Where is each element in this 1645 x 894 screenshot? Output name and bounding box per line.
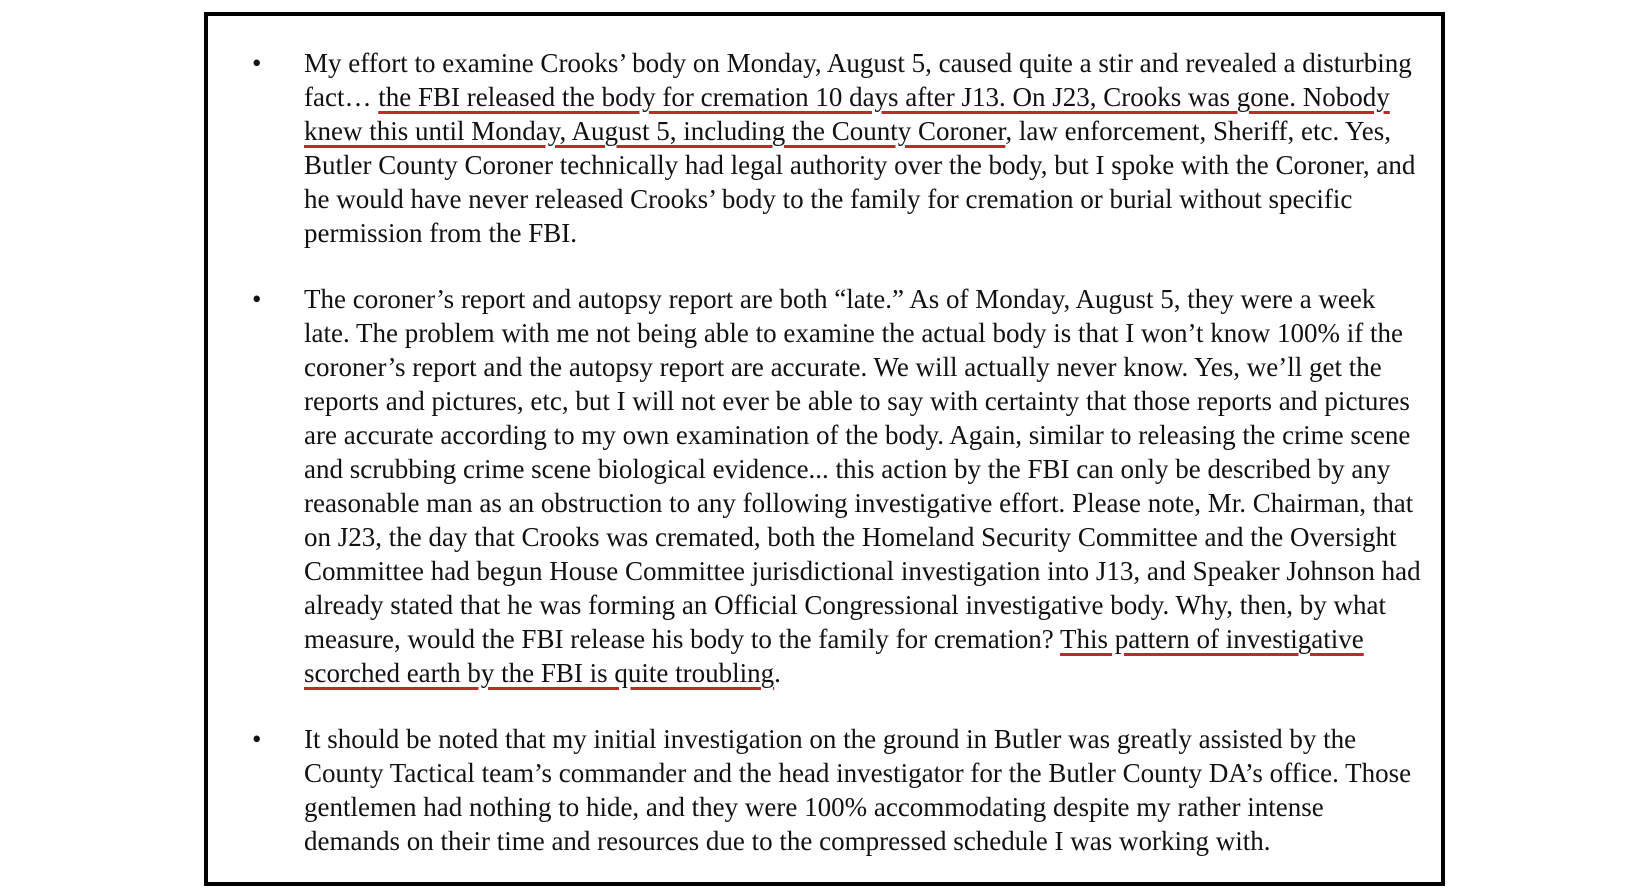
paragraph-text: The coroner’s report and autopsy report are both “late.” As of Monday, August 5, they were a week late. The problem with me not being able to examine the actual body is that I won’t know 100% if the coroner’s report and the autopsy report are accurate. We will actually never know. Yes, we’ll get the reports and pictures, etc, but I will not ever be able to say with certainty that those reports and pictures are accurate according to my own examination of the body. Again, similar to releasing the crime scene and scrubbing crime scene biological evidence... this action by the FBI can only be described by any reasonable man as an obstruction to any following investigative effort. Please note, Mr. Chairman, that on J23, the day that Crooks was cremated, both the Homeland Security Committee and the Oversight Committee had begun House Committee jurisdictional investigation into J13, and Speaker Johnson had already stated that he was forming an Official Congressional investigative body. Why, then, by what measure, would the FBI release his body to the family for cremation? <box>304 284 1421 654</box>
paragraph-text: , law enforcement, Sheriff, etc. Yes, Butler County Coroner technically had legal authority over the body, but I spoke with the Coroner, and he would have never released Crooks’ body to the family for cremation or burial without specific permission from the FBI. <box>304 116 1416 248</box>
bullet-item-coroner-report <box>208 282 1441 690</box>
bullet-item-butler-investigation <box>208 722 1441 858</box>
underlined-text: This pattern of investigative scorched earth by the FBI is quite troubling <box>304 624 1364 688</box>
bullet-icon: • <box>252 284 262 314</box>
bullet-item-crooks-body <box>208 46 1441 250</box>
bullet-text <box>304 284 1421 688</box>
bullet-list <box>208 46 1441 890</box>
paragraph-text: My effort to examine Crooks’ body on Monday, August 5, caused quite a stir and revealed a disturbing fact… <box>304 48 1412 112</box>
underlined-text: the FBI released the body for cremation 10 days after J13. On J23, Crooks was gone. Nobody knew this until Monday, August 5, including the County Coroner <box>304 82 1390 146</box>
bullet-icon: • <box>252 48 262 78</box>
document-page <box>204 12 1445 886</box>
paragraph-text: . <box>774 658 781 688</box>
bullet-text: It should be noted that my initial investigation on the ground in Butler was greatly assisted by the County Tactical team’s commander and the head investigator for the Butler County DA’s office. Those gentlemen had nothing to hide, and they were 100% accommodating despite my rather intense demands on their time and resources due to the compressed schedule I was working with. <box>304 724 1412 856</box>
bullet-text <box>304 48 1415 248</box>
bullet-icon: • <box>252 724 262 754</box>
